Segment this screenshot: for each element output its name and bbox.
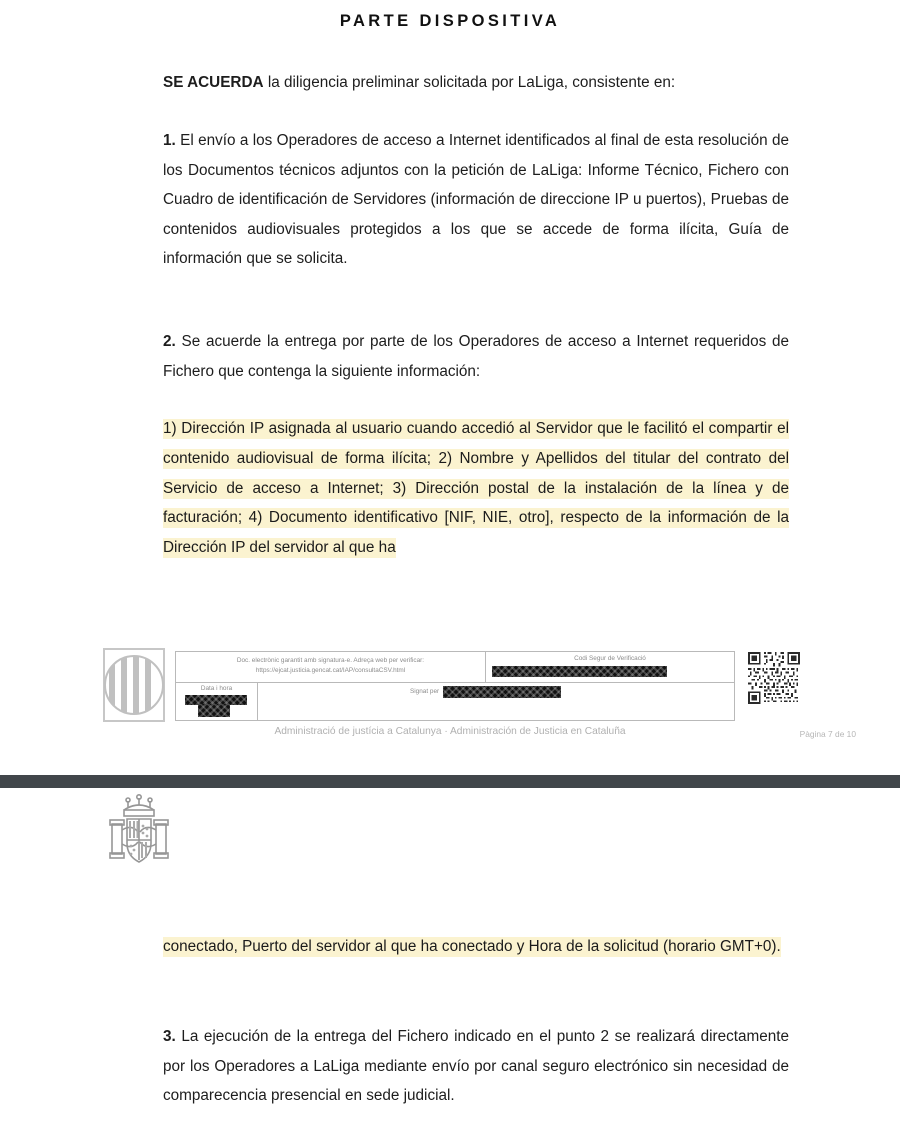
stamp-date-cell <box>176 683 258 720</box>
stamp-date-label: Data i hora <box>200 685 233 692</box>
clause-text-2: Se acuerde la entrega por parte de los Operadores de acceso a Internet requeridos de Fichero que contenga la siguiente información: <box>163 333 789 380</box>
qr-code-icon <box>748 652 800 704</box>
clause-text-1: El envío a los Operadores de acceso a Internet identificados al final de esta resolución de los Documentos técnicos adjuntos con la petición de LaLiga: Informe Técnico, Fichero con Cuadro de identificación de Servidores (información de direccione IP u puertos), Pruebas de contenidos audiovisuales protegidos a los que se accede de forma ilícita, Guía de información que se solicita. <box>163 132 789 267</box>
stamp-table <box>175 651 735 721</box>
highlighted-continuation-text: conectado, Puerto del servidor al que ha conectado y Hora de la solicitud (horario GMT+0). <box>163 938 781 955</box>
highlighted-block <box>163 414 789 563</box>
clause-item-3 <box>163 1022 789 1111</box>
stamp-verification-cell <box>176 652 486 682</box>
page-title: PARTE DISPOSITIVA <box>339 12 561 30</box>
stamp-csv-cell <box>486 652 734 682</box>
stamp-verification-line1: Doc. electrònic garantit amb signatura-e. Adreça web per verificar: <box>236 657 425 664</box>
page-separator <box>0 775 900 788</box>
clause-item-2 <box>163 327 789 386</box>
footer-administration-line: Administració de justícia a Catalunya · Administración de Justicia en Cataluña <box>274 726 626 737</box>
clause-number-1: 1. <box>163 132 176 149</box>
footer-page-number: Pàgina 7 de 10 <box>799 729 856 739</box>
intro-lead-text: SE ACUERDA <box>163 74 264 91</box>
highlighted-continuation <box>163 932 789 962</box>
stamp-csv-redaction <box>492 666 667 677</box>
document-page-2 <box>0 788 900 1130</box>
intro-rest-text: la diligencia preliminar solicitada por LaLiga, consistente en: <box>263 74 676 91</box>
stamp-csv-label: Codi Segur de Verificació <box>574 655 646 662</box>
stamp-verification-line2: https://ejcat.justicia.gencat.cat/IAP/consultaCSV.html <box>255 667 406 674</box>
intro-paragraph <box>163 68 789 98</box>
stamp-signer-redaction <box>443 686 561 698</box>
generalitat-catalunya-seal-icon <box>103 648 165 722</box>
clause-number-2: 2. <box>163 333 176 350</box>
clause-number-3: 3. <box>163 1028 176 1045</box>
electronic-signature-stamp <box>103 648 823 728</box>
clause-text-3: La ejecución de la entrega del Fichero indicado en el punto 2 se realizará directamente por los Operadores a LaLiga mediante envío por canal seguro electrónico sin necesidad de comparecencia presencial en sede judicial. <box>163 1028 789 1104</box>
spain-coat-of-arms-icon <box>100 788 178 880</box>
stamp-signer-label: Signat per <box>410 688 440 695</box>
stamp-date-redaction-line2 <box>198 704 230 717</box>
highlighted-block-text: 1) Dirección IP asignada al usuario cuando accedió al Servidor que le facilitó el compartir el contenido audiovisual de forma ilícita; 2) Nombre y Apellidos del titular del contrato del Servicio de acceso a Internet; 3) Dirección postal de la instalación de la línea y de facturación; 4) Documento identificativo [NIF, NIE, otro], respecto de la información de la Dirección IP del servidor al que ha <box>163 420 789 557</box>
clause-item-1 <box>163 126 789 274</box>
stamp-signer-cell <box>258 683 734 720</box>
